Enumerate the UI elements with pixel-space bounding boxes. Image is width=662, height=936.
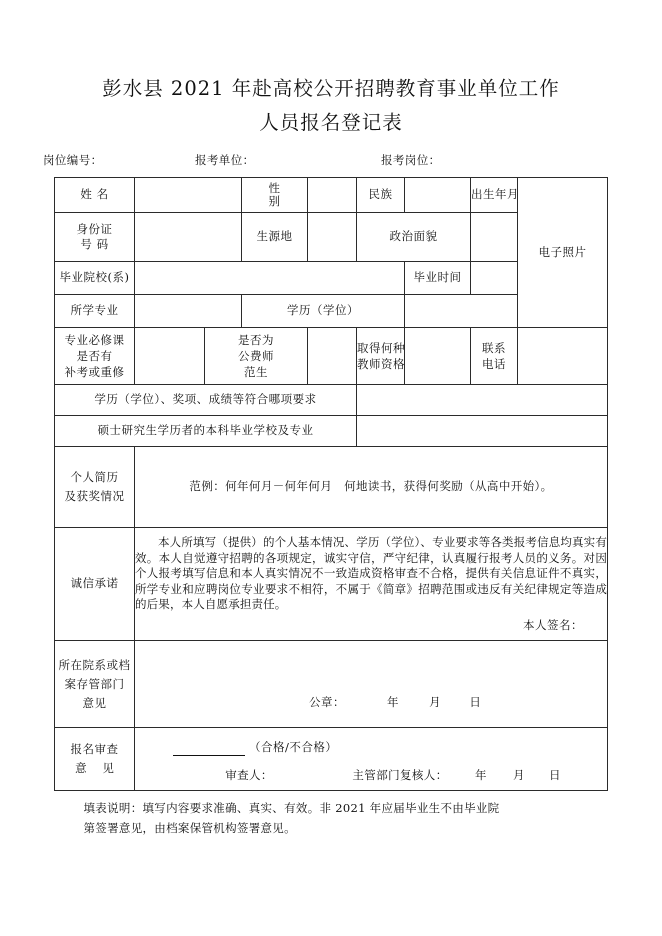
phone-value[interactable] [518,328,608,385]
cert-label-line-1: 取得何种 [357,341,405,355]
audit-result-row [173,740,337,756]
footnote-line-2: 第签署意见，由档案保管机构签署意见。 [83,821,296,835]
birth-label: 出生年月 [471,178,518,213]
cert-label [357,328,405,385]
audit-result-hint: （合格/不合格） [249,740,338,754]
qualify-label: 学历（学位）、奖项、成绩等符合哪项要求 [55,385,357,416]
school-label: 毕业院校(系) [55,262,135,295]
cert-label-line-2: 教师资格 [357,357,405,371]
resume-label-line-1: 个人简历 [70,470,119,484]
post-code-label: 岗位编号： [43,153,103,167]
political-label: 政治面貌 [357,213,471,262]
name-label: 姓 名 [55,178,135,213]
document-title [0,0,662,140]
resume-label-line-2: 及获奖情况 [64,489,125,503]
origin-value[interactable] [308,213,357,262]
subheader-fields [0,152,662,168]
footnote-line-1: 填表说明：填写内容要求准确、真实、有效。非 2021 年应届毕业生不由毕业院 [83,801,500,815]
audit-year-label: 年 [475,767,487,782]
pledge-label: 诚信承诺 [55,528,135,641]
department-month-label: 月 [429,694,442,709]
major-label: 所学专业 [55,295,135,328]
master-label: 硕士研究生学历者的本科毕业学校及专业 [55,416,357,447]
department-date-row [387,695,489,711]
retake-label-line-3: 补考或重修 [64,365,125,379]
title-line-2: 人员报名登记表 [259,111,403,134]
gender-label-line-1: 性 [268,181,281,195]
qualify-value[interactable] [357,385,608,416]
department-year-label: 年 [387,694,399,709]
footnote [55,798,608,838]
major-value[interactable] [135,295,242,328]
retake-label [55,328,135,385]
grad-time-label: 毕业时间 [405,262,471,295]
photo-cell[interactable]: 电子照片 [518,178,608,328]
department-opinion-label [55,641,135,728]
gender-label [242,178,308,213]
department-opinion-label-line-3: 意见 [82,695,107,710]
resume-label [55,447,135,528]
pledge-body [135,528,608,641]
resume-example-text: 范例：何年何月－何年何月 何地读书，获得何奖励（从高中开始）。 [189,479,553,494]
registration-table [54,177,608,791]
audit-reviewer-label[interactable]: 审查人： [225,767,273,782]
phone-label [471,328,518,385]
master-value[interactable] [357,416,608,447]
table-row-qualify [55,385,608,416]
ethnicity-value[interactable] [405,178,471,213]
table-row-pledge [55,528,608,641]
name-value[interactable] [135,178,242,213]
audit-opinion-label [55,728,135,791]
department-seal-row [135,695,607,711]
table-row-audit-opinion [55,728,608,791]
free-normal-label-line-2: 公费师 [238,349,274,363]
audit-month-label: 月 [513,767,525,782]
department-opinion-body[interactable] [135,641,608,728]
audit-opinion-label-line-2: 意 见 [75,761,120,775]
title-line-1: 彭水县 2021 年赴高校公开招聘教育事业单位工作 [102,77,560,100]
department-opinion-label-line-1: 所在院系或档 [58,657,131,672]
table-row-department-opinion [55,641,608,728]
table-row-name [55,178,608,213]
free-normal-label-line-1: 是否为 [238,333,274,347]
apply-post-label: 报考岗位： [381,153,441,167]
degree-value[interactable] [405,295,518,328]
free-normal-value[interactable] [308,328,357,385]
resume-body[interactable] [135,447,608,528]
phone-label-line-1: 联系 [482,341,506,355]
audit-opinion-body[interactable] [135,728,608,791]
retake-value[interactable] [135,328,205,385]
table-row-resume [55,447,608,528]
id-label-line-1: 身份证 [76,222,113,236]
department-opinion-label-line-2: 案存管部门 [64,676,125,691]
audit-date-row [475,768,569,784]
gender-value[interactable] [308,178,357,213]
political-value[interactable] [471,213,518,262]
audit-result-blank[interactable] [173,742,245,756]
ethnicity-label: 民族 [357,178,405,213]
audit-supervisor-label[interactable]: 主管部门复核人： [352,767,448,782]
seal-label: 公章： [309,694,345,709]
retake-label-line-1: 专业必修课 [64,333,125,347]
school-value[interactable] [135,262,405,295]
phone-label-line-2: 电话 [482,357,506,371]
free-normal-label [205,328,308,385]
degree-label: 学历（学位） [242,295,405,328]
apply-unit-label: 报考单位： [195,153,255,167]
audit-day-label: 日 [549,767,561,782]
table-row-master [55,416,608,447]
id-value[interactable] [135,213,242,262]
pledge-text: 本人所填写（提供）的个人基本情况、学历（学位）、专业要求等各类报考信息均真实有效。本人自觉遵守招聘的各项规定，诚实守信，严守纪律，认真履行报考人员的义务。对因个人报考填写信息和本人真实情况不一致造成资格审查不合格，提供有关信息证件不真实，所学专业和应聘岗位专业要求不相符，不属于《简章》招聘范围或违反有关纪律规定等造成的后果，本人自愿承担责任。 [135,535,607,611]
id-label [55,213,135,262]
retake-label-line-2: 是否有 [76,349,113,363]
grad-time-value[interactable] [471,262,518,295]
table-row-required [55,328,608,385]
department-day-label: 日 [469,694,482,709]
free-normal-label-line-3: 范生 [244,365,268,379]
gender-label-line-2: 别 [268,194,281,208]
pledge-signature-label[interactable]: 本人签名： [523,617,583,632]
audit-opinion-label-line-1: 报名审查 [70,742,119,756]
audit-signature-row [173,768,601,784]
cert-value[interactable] [405,328,471,385]
id-label-line-2: 号 码 [80,237,109,251]
origin-label: 生源地 [242,213,308,262]
